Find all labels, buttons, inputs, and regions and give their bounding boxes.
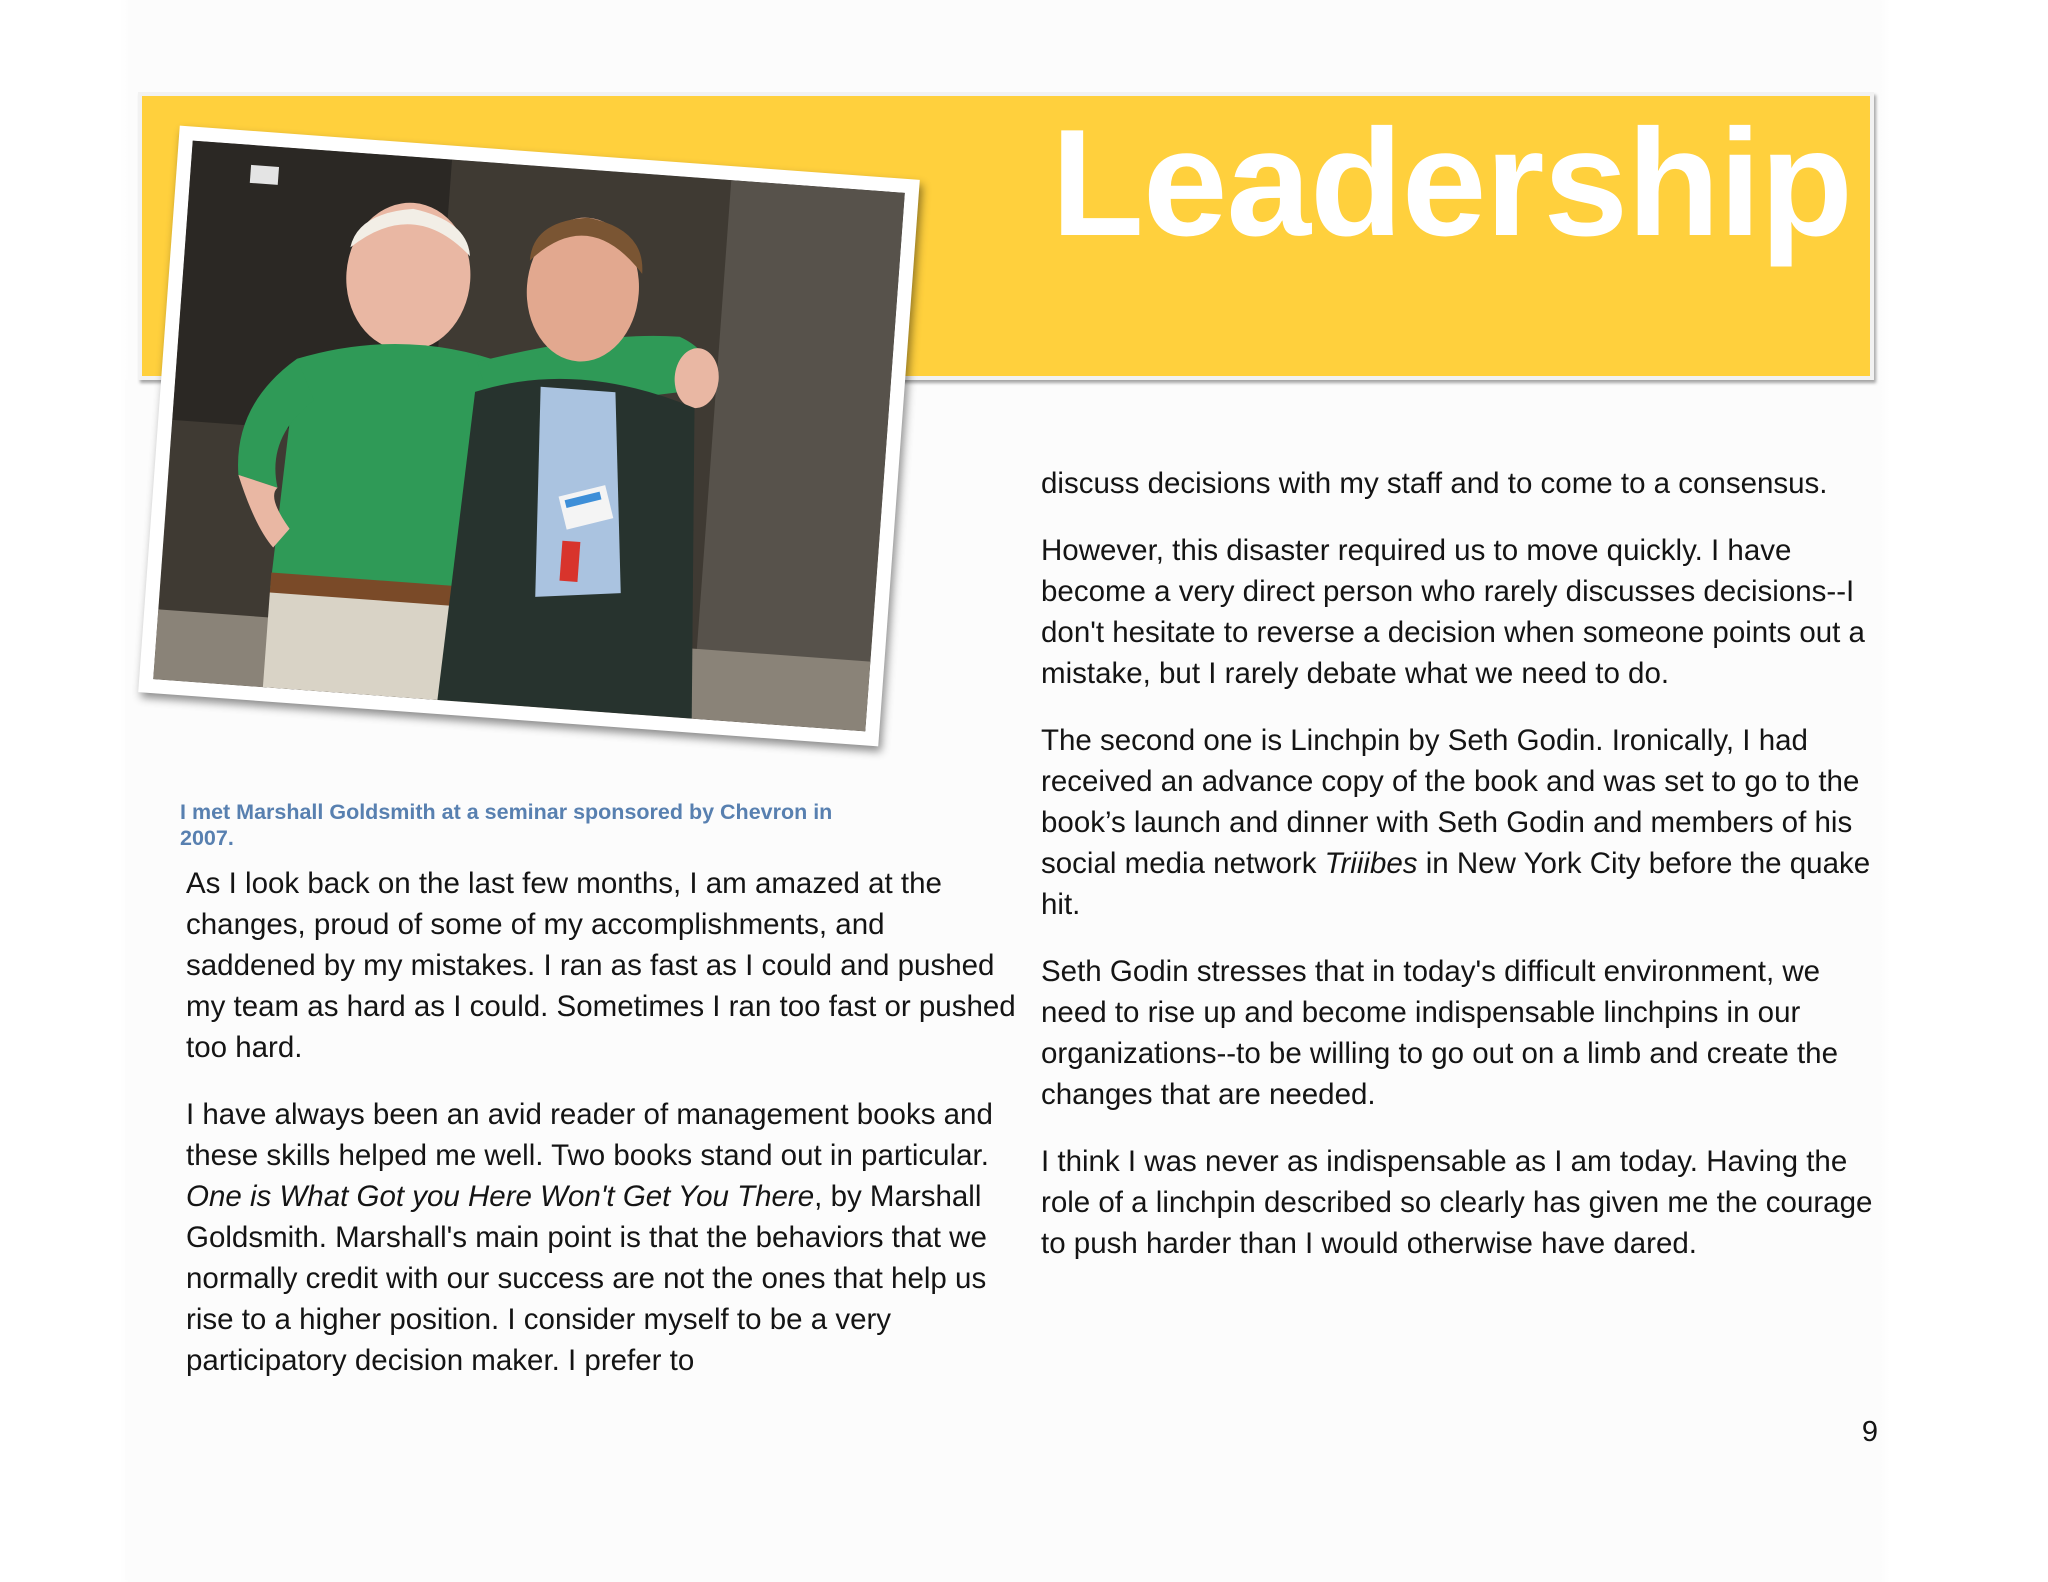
right-column (1041, 463, 1891, 1290)
photo-frame (138, 126, 920, 747)
book-title: One is What Got you Here Won't Get You There (186, 1180, 815, 1213)
photo-caption: I met Marshall Goldsmith at a seminar sponsored by Chevron in 2007. (180, 800, 833, 850)
paragraph: As I look back on the last few months, I am amazed at the changes, proud of some of my accomplishments, and saddened by my mistakes. I ran as fast as I could and pushed my team as hard as I could. Sometimes I ran too fast or pushed too hard. (186, 867, 1016, 1064)
paragraph-text: , by Marshall Goldsmith. Marshall's main point is that the behaviors that we normally credit with our success are not the ones that help us rise to a higher position. I consider myself to be a very participatory decision maker. I prefer to (186, 1180, 987, 1377)
photo (153, 141, 905, 732)
paragraph-text: The second one is Linchpin by Seth Godin. Ironically, I had received an advance copy of the book and was set to go to the book’s launch and dinner with Seth Godin and members of his social media network (1041, 724, 1860, 880)
paragraph: Seth Godin stresses that in today's difficult environment, we need to rise up and become indispensable linchpins in our organizations--to be willing to go out on a limb and create the changes that are needed. (1041, 955, 1838, 1111)
left-column (186, 863, 1016, 1407)
paragraph: However, this disaster required us to move quickly. I have become a very direct person who rarely discusses decisions--I don't hesitate to reverse a decision when someone points out a mistake, but I rarely debate what we need to do. (1041, 534, 1865, 690)
paragraph: discuss decisions with my staff and to come to a consensus. (1041, 467, 1828, 500)
paragraph (186, 1094, 1016, 1381)
paragraph (1041, 720, 1891, 925)
paragraph: I think I was never as indispensable as I am today. Having the role of a linchpin described so clearly has given me the courage to push harder than I would otherwise have dared. (1041, 1145, 1873, 1260)
page-number: 9 (1861, 1416, 1878, 1448)
network-name: Triiibes (1324, 847, 1418, 880)
page-title: Leadership (1051, 98, 1852, 268)
paragraph-text: I have always been an avid reader of management books and these skills helped me well. Two books stand out in particular. (186, 1098, 993, 1172)
paragraph-text: in New York City before the quake hit. (1041, 847, 1871, 921)
photo-illustration (153, 141, 905, 732)
